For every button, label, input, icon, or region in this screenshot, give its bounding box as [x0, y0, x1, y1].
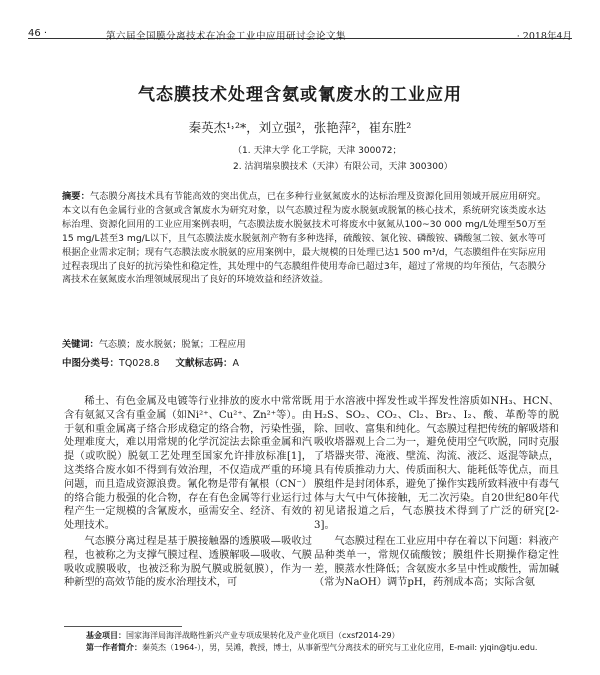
- page-number: 46 ·: [28, 28, 48, 39]
- fund-text: 国家海洋局海洋战略性新兴产业专项成果转化及产业化项目（cxsf2014-29）: [126, 631, 400, 640]
- keywords-label: 关键词：: [62, 339, 99, 350]
- footnote-separator: [64, 626, 182, 627]
- affiliation-2: 2. 沽润瑞泉膜技术（天津）有限公司，天津 300300）: [233, 162, 453, 172]
- abstract-label: 摘要：: [62, 191, 90, 202]
- abstract-text: 气态膜分离技术具有节能高效的突出优点，已在多种行业氨氮废水的达标治理及资源化回用领域开展应用研究。本文以有色金属行业的含氨或含氰废水为研究对象，以气态膜过程为废水脱氨或脱氰的核心技术，系统研究该类废水达标治理、资源化回用的工业应用案例表明，气态膜法废水脱氨技术可将废水中氨氮从100~30 000 mg/L处理至50万至15 mg/L甚至3 mg/L以下，且气态膜法废水脱氨剂产物有多种选择，硫酸铵、氯化铵、磷酸铵、磷酸氢二铵、氨水等可根据企业需求定制；现有气态膜法废水脱氨的应用案例中，最大规模的日处理已达1 500 m³/d，气态膜组件在实际应用过程表现出了良好的抗污染性和稳定性，其处理中的气态膜组件使用寿命已超过3年，超过了常规的均年预估，气态膜分离技术在氨氮废水治理领域展现出了良好的环境效益和经济效益。: [62, 191, 547, 286]
- author-note-text: 秦英杰（1964-），男，吴滩，教授，博士，从事新型气分离技术的研究与工业化应用，E-mail: yjqin@tju.edu.: [142, 643, 538, 652]
- class-value: TQ028.8: [119, 358, 160, 369]
- classification-line: [62, 355, 239, 369]
- header-rule: [28, 38, 572, 39]
- fund-label: 基金项目：: [86, 631, 126, 640]
- fund-footnote: [86, 630, 556, 641]
- affiliation-1: （1. 天津大学 化工学院，天津 300072；: [233, 146, 402, 156]
- body-column-left: [64, 395, 312, 590]
- journal-name: 第六届全国膜分离技术在冶金工业中应用研讨会论文集: [106, 31, 347, 42]
- author-note-label: 第一作者简介：: [86, 643, 142, 652]
- issue-date: · 2018年4月: [516, 31, 572, 42]
- doc-code-value: A: [232, 358, 240, 369]
- author-list: 秦英杰¹˒²*，刘立强²，张艳萍²，崔东胜²: [188, 120, 412, 135]
- keywords: [62, 336, 246, 350]
- author-footnote: [86, 642, 556, 653]
- body-paragraph: 用于水溶液中挥发性或半挥发性溶质如NH₃、HCN、H₂S、SO₂、CO₂、Cl₂、Br₂、I₂、酸、革酚等的脱除、回收、富集和纯化。气态膜过程把传统的解吸塔和吸收塔器观上合二为一，避免使用空气吹脱，同时克服了塔器夹带、淹液、壁流、沟流、液泛、返混等缺点，具有传质推动力大、传质面积大、能耗低等优点，而且膜组件是封闭体系，避免了操作实践所致料液中有毒气体与大气中气体接触，无二次污染。自20世纪80年代初见诸报道之后，气态膜技术得到了广泛的研究[2-3]。: [314, 396, 559, 532]
- body-paragraph: 气态膜分离过程是基于膜接触器的透膜吸—吸收过程，也被称之为支撑气膜过程、透膜解吸—吸收、气膜吸收或膜吸收，也被泛称为脱气膜或脱氨膜），作为一种新型的高效节能的废水治理技术，可: [64, 535, 312, 589]
- keywords-text: 气态膜；废水脱氨；脱氰；工程应用: [98, 339, 246, 350]
- body-paragraph: 气态膜过程在工业应用中存在着以下问题：料液产品种类单一，常规仅硫酸铵；膜组件长期操作稳定性差，膜蒸水性降低；含氨废水多呈中性或酸性，需加碱（常为NaOH）调节pH，药剂成本高；实际含氨: [314, 535, 559, 589]
- abstract: [62, 190, 546, 287]
- article-title: 气态膜技术处理含氨或氰废水的工业应用: [138, 85, 462, 105]
- body-column-right: [314, 395, 559, 590]
- page-header: [28, 18, 572, 52]
- doc-code-label: 文献标志码：: [175, 358, 233, 369]
- class-label: 中图分类号：: [62, 358, 120, 369]
- body-paragraph: 稀土、有色金属及电镀等行业排放的废水中常常既含有氨氮又含有重金属（如Ni²⁺、Cu²⁺、Zn²⁺等）。由于氨和重金属离子络合形成稳定的络合物，污染性强，处理难度大，难以用常规的化学沉淀法去除重金属和汽提（或吹脱）脱氨工艺处理至国家允许排放标准[1]，这类络合废水如不得到有效治理，不仅造成严重的环境问题，而且造成资源浪费。氰化物是带有氰根（CN⁻）的络合能力极强的化合物，存在有色金属等行业运行过程产生一定规模的含氰废水，亟需安全、经济、有效的处理技术。: [64, 396, 312, 532]
